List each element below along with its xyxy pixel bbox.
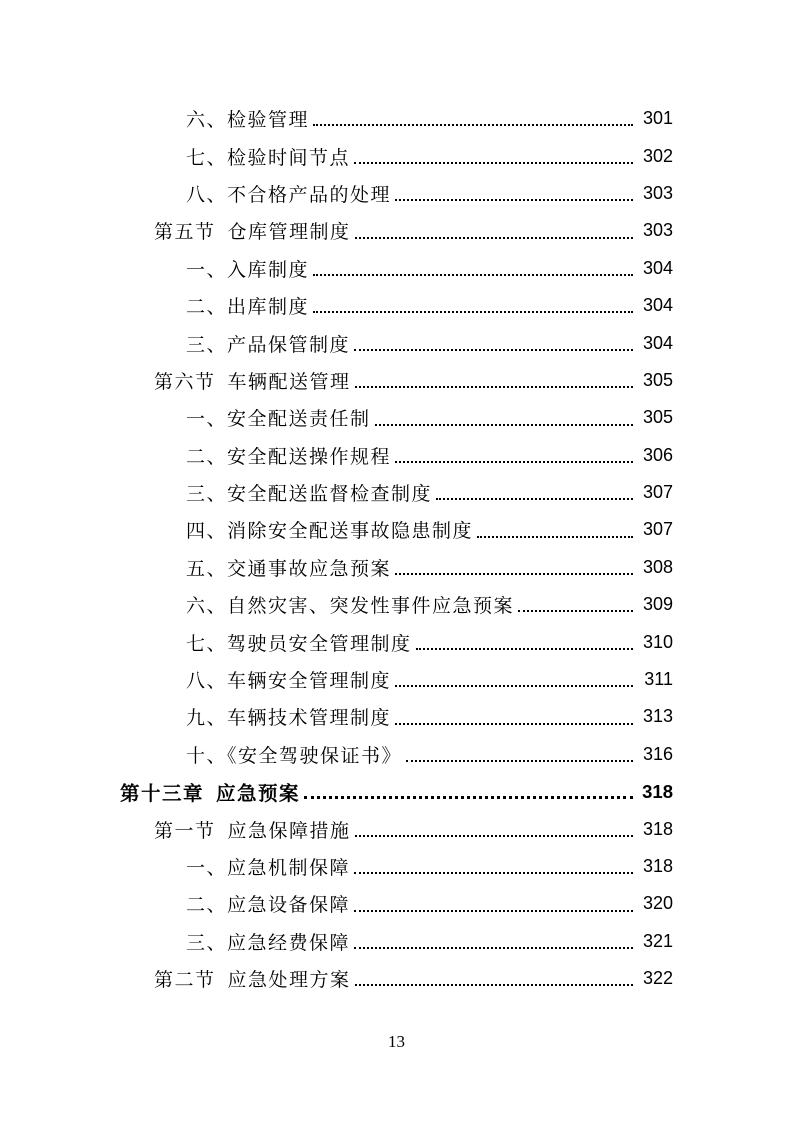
toc-entry-marker: 第一节 xyxy=(154,819,216,842)
toc-entry-item[interactable] xyxy=(0,287,793,324)
toc-entry-item[interactable] xyxy=(0,437,793,474)
toc-dot-leader xyxy=(354,909,633,912)
toc-entry-item[interactable] xyxy=(0,885,793,922)
toc-entry-page: 308 xyxy=(642,556,673,577)
toc-dot-leader xyxy=(355,834,633,837)
toc-entry-text: 应急机制保障 xyxy=(227,857,351,879)
toc-entry-marker: 一、 xyxy=(186,857,228,879)
toc-entry-marker: 三、 xyxy=(186,931,228,954)
toc-entry-text: 驾驶员安全管理制度 xyxy=(227,632,412,655)
toc-entry-item[interactable] xyxy=(0,661,793,698)
toc-entry-item[interactable] xyxy=(0,736,793,773)
toc-entry-page: 303 xyxy=(642,220,673,241)
toc-entry-page: 322 xyxy=(642,968,673,989)
toc-entry-marker: 二、 xyxy=(186,445,228,468)
toc-entry-marker: 十、 xyxy=(186,744,228,767)
toc-dot-leader xyxy=(395,460,633,463)
toc-entry-marker: 七、 xyxy=(186,632,228,655)
toc-entry-text: 入库制度 xyxy=(227,258,310,281)
toc-entry-text: 安全配送监督检查制度 xyxy=(227,483,433,506)
toc-dot-leader xyxy=(395,572,633,575)
toc-entry-text: 检验管理 xyxy=(227,109,310,132)
toc-entry-page: 304 xyxy=(642,295,673,316)
toc-entry-title xyxy=(186,479,432,506)
toc-dot-leader xyxy=(354,161,633,164)
toc-entry-marker: 一、 xyxy=(186,408,228,431)
toc-entry-page: 313 xyxy=(642,706,673,727)
toc-entry-item[interactable] xyxy=(0,511,793,548)
toc-entry-marker: 四、 xyxy=(186,520,228,543)
toc-entry-title xyxy=(186,703,391,730)
toc-entry-title xyxy=(186,255,309,282)
toc-entry-text: 车辆技术管理制度 xyxy=(227,707,392,730)
toc-entry-page: 320 xyxy=(642,893,673,914)
toc-entry-title xyxy=(186,143,350,170)
toc-entry-title xyxy=(186,180,391,207)
toc-entry-page: 305 xyxy=(642,369,673,390)
toc-entry-text: 自然灾害、突发性事件应急预案 xyxy=(227,595,515,618)
toc-entry-title xyxy=(186,404,371,431)
toc-entry-marker: 八、 xyxy=(186,183,228,206)
toc-entry-page: 307 xyxy=(642,519,673,540)
toc-dot-leader xyxy=(354,871,633,874)
toc-entry-marker: 二、 xyxy=(186,894,228,917)
toc-entry-page: 318 xyxy=(642,856,673,876)
toc-entry-text: 车辆安全管理制度 xyxy=(227,670,392,693)
toc-entry-page: 318 xyxy=(642,780,673,802)
toc-entry-text: 安全配送操作规程 xyxy=(227,445,392,468)
toc-entry-page: 303 xyxy=(642,182,673,203)
toc-entry-item[interactable] xyxy=(0,698,793,735)
toc-entry-text: 仓库管理制度 xyxy=(227,221,351,244)
toc-entry-section[interactable] xyxy=(0,362,793,399)
toc-entry-title xyxy=(186,442,391,469)
toc-entry-title xyxy=(186,928,350,955)
toc-entry-item[interactable] xyxy=(0,137,793,174)
toc-dot-leader xyxy=(416,647,633,650)
toc-dot-leader xyxy=(395,684,633,687)
toc-entry-item[interactable] xyxy=(0,848,793,885)
toc-entry-text: 出库制度 xyxy=(227,296,310,319)
toc-entry-title xyxy=(154,217,351,244)
toc-entry-page: 310 xyxy=(642,631,673,652)
toc-entry-marker: 六、 xyxy=(186,595,228,618)
toc-entry-section[interactable] xyxy=(0,810,793,847)
toc-dot-leader xyxy=(406,759,633,762)
toc-entry-marker: 第十三章 xyxy=(120,781,205,805)
toc-dot-leader xyxy=(477,535,633,538)
toc-entry-item[interactable] xyxy=(0,324,793,361)
toc-entry-item[interactable] xyxy=(0,623,793,660)
toc-dot-leader xyxy=(395,722,633,725)
toc-entry-title xyxy=(186,890,350,917)
toc-dot-leader xyxy=(304,795,633,799)
toc-entry-marker: 九、 xyxy=(186,707,228,730)
toc-entry-title xyxy=(186,554,391,581)
page-number: 13 xyxy=(388,1032,405,1051)
toc-dot-leader xyxy=(395,198,633,201)
toc-entry-marker: 三、 xyxy=(186,333,228,356)
toc-entry-marker: 二、 xyxy=(186,296,228,319)
toc-entry-title xyxy=(186,330,350,357)
toc-entry-text: 交通事故应急预案 xyxy=(227,557,392,580)
toc-dot-leader xyxy=(354,348,633,351)
toc-dot-leader xyxy=(355,236,633,239)
toc-entry-page: 307 xyxy=(642,482,673,503)
toc-dot-leader xyxy=(355,385,633,388)
toc-entry-text: 检验时间节点 xyxy=(227,146,351,169)
toc-entry-item[interactable] xyxy=(0,399,793,436)
toc-entry-item[interactable] xyxy=(0,100,793,137)
toc-entry-title xyxy=(186,666,391,693)
toc-entry-item[interactable] xyxy=(0,549,793,586)
table-of-contents xyxy=(0,100,793,997)
toc-entry-page: 311 xyxy=(644,669,673,690)
toc-entry-text: 产品保管制度 xyxy=(227,333,351,356)
toc-entry-text: 应急预案 xyxy=(216,781,301,805)
toc-entry-section[interactable] xyxy=(0,212,793,249)
toc-entry-page: 316 xyxy=(642,743,673,764)
toc-entry-title xyxy=(154,816,351,843)
toc-dot-leader xyxy=(518,609,633,612)
toc-entry-page: 318 xyxy=(642,818,673,839)
toc-entry-title xyxy=(120,778,300,806)
toc-entry-marker: 六、 xyxy=(186,109,228,132)
toc-entry-text: 应急设备保障 xyxy=(227,894,351,917)
toc-dot-leader xyxy=(375,423,633,426)
toc-entry-marker: 一、 xyxy=(186,258,228,281)
toc-entry-item[interactable] xyxy=(0,175,793,212)
toc-entry-page: 304 xyxy=(642,257,673,278)
toc-entry-page: 309 xyxy=(642,594,673,615)
toc-entry-text: 消除安全配送事故隐患制度 xyxy=(227,520,474,543)
toc-dot-leader xyxy=(436,497,633,500)
toc-entry-text: 车辆配送管理 xyxy=(227,370,351,393)
toc-entry-item[interactable] xyxy=(0,923,793,960)
toc-entry-title xyxy=(186,629,412,656)
toc-entry-item[interactable] xyxy=(0,250,793,287)
toc-entry-page: 302 xyxy=(642,145,673,166)
toc-entry-title xyxy=(186,591,514,618)
toc-entry-marker: 七、 xyxy=(186,146,228,169)
toc-dot-leader xyxy=(313,273,633,276)
toc-entry-title xyxy=(186,292,309,319)
toc-entry-page: 306 xyxy=(642,444,673,465)
toc-entry-page: 301 xyxy=(642,108,673,129)
toc-entry-marker: 五、 xyxy=(186,557,228,580)
toc-entry-page: 305 xyxy=(642,407,673,428)
toc-entry-title xyxy=(186,516,473,543)
toc-entry-page: 321 xyxy=(642,930,673,951)
toc-entry-text: 安全配送责任制 xyxy=(227,408,371,431)
toc-dot-leader xyxy=(354,946,633,949)
toc-entry-text: 应急经费保障 xyxy=(227,931,351,954)
toc-entry-item[interactable] xyxy=(0,586,793,623)
toc-entry-marker: 第六节 xyxy=(154,370,216,393)
toc-dot-leader xyxy=(313,310,633,313)
toc-entry-section[interactable] xyxy=(0,960,793,997)
toc-entry-title xyxy=(186,853,350,880)
toc-dot-leader xyxy=(355,983,633,986)
toc-entry-item[interactable] xyxy=(0,474,793,511)
toc-dot-leader xyxy=(313,123,633,126)
toc-entry-text: 《安全驾驶保证书》 xyxy=(227,744,403,767)
toc-entry-chapter[interactable] xyxy=(0,773,793,810)
toc-entry-text: 不合格产品的处理 xyxy=(227,183,392,206)
toc-entry-marker: 第五节 xyxy=(154,221,216,244)
toc-entry-text: 应急处理方案 xyxy=(227,969,351,992)
toc-entry-title xyxy=(186,105,309,132)
toc-entry-marker: 八、 xyxy=(186,670,228,693)
toc-entry-title xyxy=(186,741,402,768)
toc-entry-page: 304 xyxy=(642,332,673,353)
toc-entry-title xyxy=(154,965,351,992)
toc-entry-text: 应急保障措施 xyxy=(227,819,351,842)
toc-entry-marker: 三、 xyxy=(186,483,228,506)
toc-entry-marker: 第二节 xyxy=(154,969,216,992)
toc-entry-title xyxy=(154,367,351,394)
